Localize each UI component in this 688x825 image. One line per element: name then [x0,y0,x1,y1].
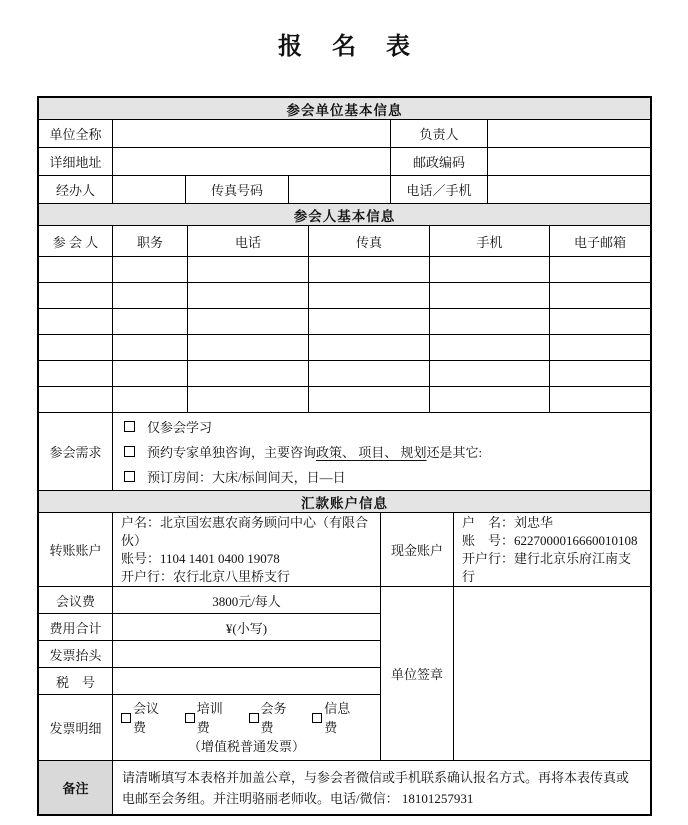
unit-seal-label: 单位签章 [381,587,454,760]
invoice-option-label: 信息费 [324,701,351,735]
section-header-payment: 汇款账户信息 [39,491,650,513]
attendee-table-header [39,226,650,257]
col-header-phone: 电话 [188,226,309,256]
col-header-fax: 传真 [309,226,430,256]
row-address [39,148,650,176]
invoice-option-information [312,699,354,737]
transfer-account-number: 账号：1104 1401 0400 19078 [121,550,280,566]
invoice-title-field[interactable] [113,641,380,667]
cash-account-number: 账 号：6227000016660010108 [462,532,638,548]
address-field[interactable] [113,148,391,175]
checkbox-icon[interactable] [121,713,131,723]
attendee-cell[interactable] [39,387,113,412]
attendee-cell[interactable] [309,387,430,412]
row-invoice-title [39,641,380,668]
handler-field[interactable] [113,176,186,203]
attendee-cell[interactable] [188,283,309,308]
leader-field[interactable] [488,120,650,147]
attendee-cell[interactable] [39,361,113,386]
remark-label: 备注 [39,761,113,814]
attendee-cell[interactable] [309,257,430,282]
row-remark [39,761,650,814]
attendee-cell[interactable] [113,387,188,412]
attendee-cell[interactable] [188,361,309,386]
transfer-account-label: 转账账户 [39,513,113,586]
need-option-room [124,464,650,489]
remark-text: 请清晰填写本表格并加盖公章，与参会者微信或手机联系确认报名方式。再将本表传真或电邮至会务组。并注明骆丽老师收。电话/微信： 18101257931 [122,769,630,806]
attendee-cell[interactable] [550,361,650,386]
need-option-consult [124,439,650,464]
unit-name-field[interactable] [113,120,391,147]
invoice-detail-label: 发票明细 [39,695,113,760]
postcode-field[interactable] [488,148,650,175]
checkbox-icon[interactable] [124,471,135,482]
checkbox-icon[interactable] [249,713,259,723]
invoice-detail-options [113,695,380,760]
attendee-cell[interactable] [430,257,550,282]
row-conference-fee [39,587,380,614]
attendee-cell[interactable] [113,309,188,334]
attendee-cell[interactable] [430,335,550,360]
total-fee-label: 费用合计 [39,614,113,640]
registration-form-table [37,96,652,816]
fax-field[interactable] [289,176,391,203]
col-header-mobile: 手机 [430,226,550,256]
tax-number-field[interactable] [113,668,380,694]
section-header-unit-info: 参会单位基本信息 [39,98,650,120]
row-tax-number [39,668,380,695]
conference-fee-value: 3800元/每人 [212,593,281,609]
checkbox-icon[interactable] [124,446,135,457]
invoice-note: （增值税普通发票） [187,739,305,754]
checkbox-icon[interactable] [185,713,195,723]
attendee-row [39,309,650,335]
tax-number-label: 税 号 [39,668,113,694]
postcode-label: 邮政编码 [391,148,488,175]
invoice-title-label: 发票抬头 [39,641,113,667]
section-header-attendee-info: 参会人基本信息 [39,204,650,226]
attendee-cell[interactable] [550,387,650,412]
invoice-option-label: 会务费 [260,701,287,735]
address-label: 详细地址 [39,148,113,175]
consult-suffix: 还是其它: [426,445,483,460]
attendee-cell[interactable] [430,283,550,308]
fees-list [39,587,381,760]
invoice-option-affairs [249,699,291,737]
col-header-attendee: 参 会 人 [39,226,113,256]
row-unit-name [39,120,650,148]
consult-prefix: 预约专家单独咨询，主要咨询 [147,445,317,460]
invoice-option-label: 会议费 [133,701,160,735]
needs-options [113,413,650,490]
attendee-cell[interactable] [309,309,430,334]
attendee-row [39,335,650,361]
attendee-cell[interactable] [550,309,650,334]
attendee-cell[interactable] [430,361,550,386]
need-option-label: 预订房间：大床/标间间天，日—日 [147,470,346,485]
attendee-cell[interactable] [309,283,430,308]
row-invoice-detail [39,695,380,760]
row-fees-block [39,587,650,761]
attendee-row [39,283,650,309]
handler-label: 经办人 [39,176,113,203]
row-total-fee [39,614,380,641]
transfer-account-name: 户名：北京国宏惠农商务顾问中心（有限合伙） [121,514,369,548]
attendee-cell[interactable] [188,309,309,334]
attendee-cell[interactable] [188,335,309,360]
row-bank-accounts [39,513,650,587]
attendee-cell[interactable] [309,335,430,360]
fax-label: 传真号码 [186,176,289,203]
attendee-cell[interactable] [550,335,650,360]
attendee-cell[interactable] [113,283,188,308]
attendee-row [39,257,650,283]
conference-fee-label: 会议费 [39,587,113,613]
attendee-cell[interactable] [550,283,650,308]
attendee-cell[interactable] [188,387,309,412]
attendee-cell[interactable] [113,257,188,282]
attendee-cell[interactable] [113,335,188,360]
attendee-cell[interactable] [550,257,650,282]
attendee-cell[interactable] [39,335,113,360]
invoice-options-line [121,699,372,737]
invoice-option-training [185,699,227,737]
cash-account-name: 户 名：刘忠华 [462,514,554,530]
unit-name-label: 单位全称 [39,120,113,147]
need-option-study [124,414,650,439]
attendee-cell[interactable] [309,361,430,386]
need-option-label: 仅参会学习 [147,420,213,435]
phone-label: 电话／手机 [391,176,488,203]
checkbox-icon[interactable] [312,713,322,723]
col-header-position: 职务 [113,226,188,256]
attendee-cell[interactable] [188,257,309,282]
attendee-cell[interactable] [430,309,550,334]
transfer-account-bank: 开户行：农行北京八里桥支行 [121,568,291,584]
invoice-option-label: 培训费 [196,701,223,735]
consult-underlined: 政策、 项目、 规划 [316,445,427,460]
attendee-cell[interactable] [39,309,113,334]
transfer-account-details [113,513,381,586]
attendee-row [39,361,650,387]
attendee-row [39,387,650,413]
need-option-label [147,442,482,461]
attendee-cell[interactable] [430,387,550,412]
attendee-cell[interactable] [39,283,113,308]
checkbox-icon[interactable] [124,421,135,432]
cash-account-label: 现金账户 [381,513,454,586]
row-handler [39,176,650,204]
cash-account-bank: 开户行：建行北京乐府江南支行 [462,550,632,584]
unit-seal-area[interactable] [454,587,650,760]
leader-label: 负责人 [391,120,488,147]
cash-account-details [454,513,650,586]
col-header-email: 电子邮箱 [573,234,626,250]
page-title: 报 名 表 [278,34,422,60]
invoice-option-conference [121,699,163,737]
attendee-cell[interactable] [39,257,113,282]
row-needs [39,413,650,491]
total-fee-value: ¥(小写) [225,620,268,636]
phone-field[interactable] [488,176,650,203]
needs-label: 参会需求 [39,413,113,490]
attendee-cell[interactable] [113,361,188,386]
